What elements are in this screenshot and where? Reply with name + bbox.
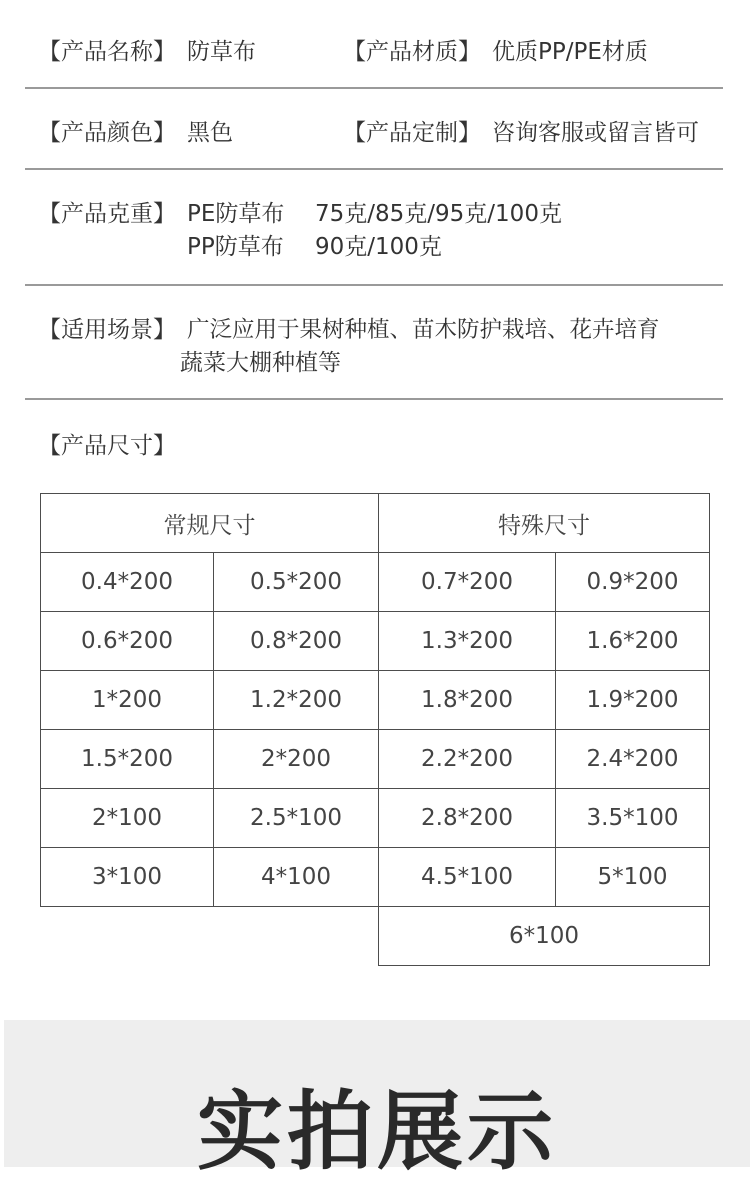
size-cell: 1.2*200 (214, 671, 379, 730)
product-name-value: 防草布 (187, 39, 256, 65)
color-value: 黑色 (187, 120, 233, 146)
size-cell: 1.9*200 (556, 671, 710, 730)
divider (25, 87, 723, 89)
table-header-row (41, 494, 710, 553)
size-cell: 3.5*100 (556, 789, 710, 848)
size-cell: 5*100 (556, 848, 710, 907)
size-cell: 1.3*200 (379, 612, 556, 671)
size-cell: 4*100 (214, 848, 379, 907)
size-cell: 2*100 (41, 789, 214, 848)
table-row (41, 671, 710, 730)
special-size-header: 特殊尺寸 (379, 494, 710, 553)
custom-label: 【产品定制】 (343, 120, 481, 146)
usage-line-1: 广泛应用于果树种植、苗木防护栽培、花卉培育 (187, 317, 660, 343)
size-cell: 2*200 (214, 730, 379, 789)
size-cell: 2.2*200 (379, 730, 556, 789)
size-cell: 0.5*200 (214, 553, 379, 612)
size-cell: 2.4*200 (556, 730, 710, 789)
size-cell: 0.4*200 (41, 553, 214, 612)
section-banner (4, 1020, 750, 1182)
size-cell: 1.5*200 (41, 730, 214, 789)
divider (25, 398, 723, 400)
product-name-label: 【产品名称】 (38, 39, 176, 65)
size-cell: 1.6*200 (556, 612, 710, 671)
material-value: 优质PP/PE材质 (492, 39, 648, 65)
custom-value: 咨询客服或留言皆可 (492, 120, 699, 146)
divider (25, 284, 723, 286)
size-cell: 1.8*200 (379, 671, 556, 730)
size-cell: 0.6*200 (41, 612, 214, 671)
material-label: 【产品材质】 (343, 39, 481, 65)
size-cell: 4.5*100 (379, 848, 556, 907)
size-table (40, 493, 710, 966)
table-row (41, 730, 710, 789)
divider (25, 168, 723, 170)
weight-pe-type: PE防草布 (187, 201, 285, 227)
table-row (41, 789, 710, 848)
banner-title: 实拍展示 (197, 1082, 557, 1182)
usage-label: 【适用场景】 (38, 317, 176, 343)
color-label: 【产品颜色】 (38, 120, 176, 146)
empty-cell (41, 907, 379, 966)
table-row (41, 848, 710, 907)
table-row (41, 612, 710, 671)
size-cell: 2.8*200 (379, 789, 556, 848)
size-cell: 0.9*200 (556, 553, 710, 612)
size-cell: 1*200 (41, 671, 214, 730)
weight-pp-values: 90克/100克 (315, 234, 442, 260)
regular-size-header: 常规尺寸 (41, 494, 379, 553)
size-cell: 0.8*200 (214, 612, 379, 671)
usage-line-2: 蔬菜大棚种植等 (180, 350, 341, 376)
size-cell: 3*100 (41, 848, 214, 907)
size-cell: 0.7*200 (379, 553, 556, 612)
table-row (41, 553, 710, 612)
size-cell-extra: 6*100 (379, 907, 710, 966)
weight-pe-values: 75克/85克/95克/100克 (315, 201, 562, 227)
size-label: 【产品尺寸】 (38, 433, 176, 459)
size-cell: 2.5*100 (214, 789, 379, 848)
table-row-extra (41, 907, 710, 966)
weight-pp-type: PP防草布 (187, 234, 284, 260)
weight-label: 【产品克重】 (38, 201, 176, 227)
